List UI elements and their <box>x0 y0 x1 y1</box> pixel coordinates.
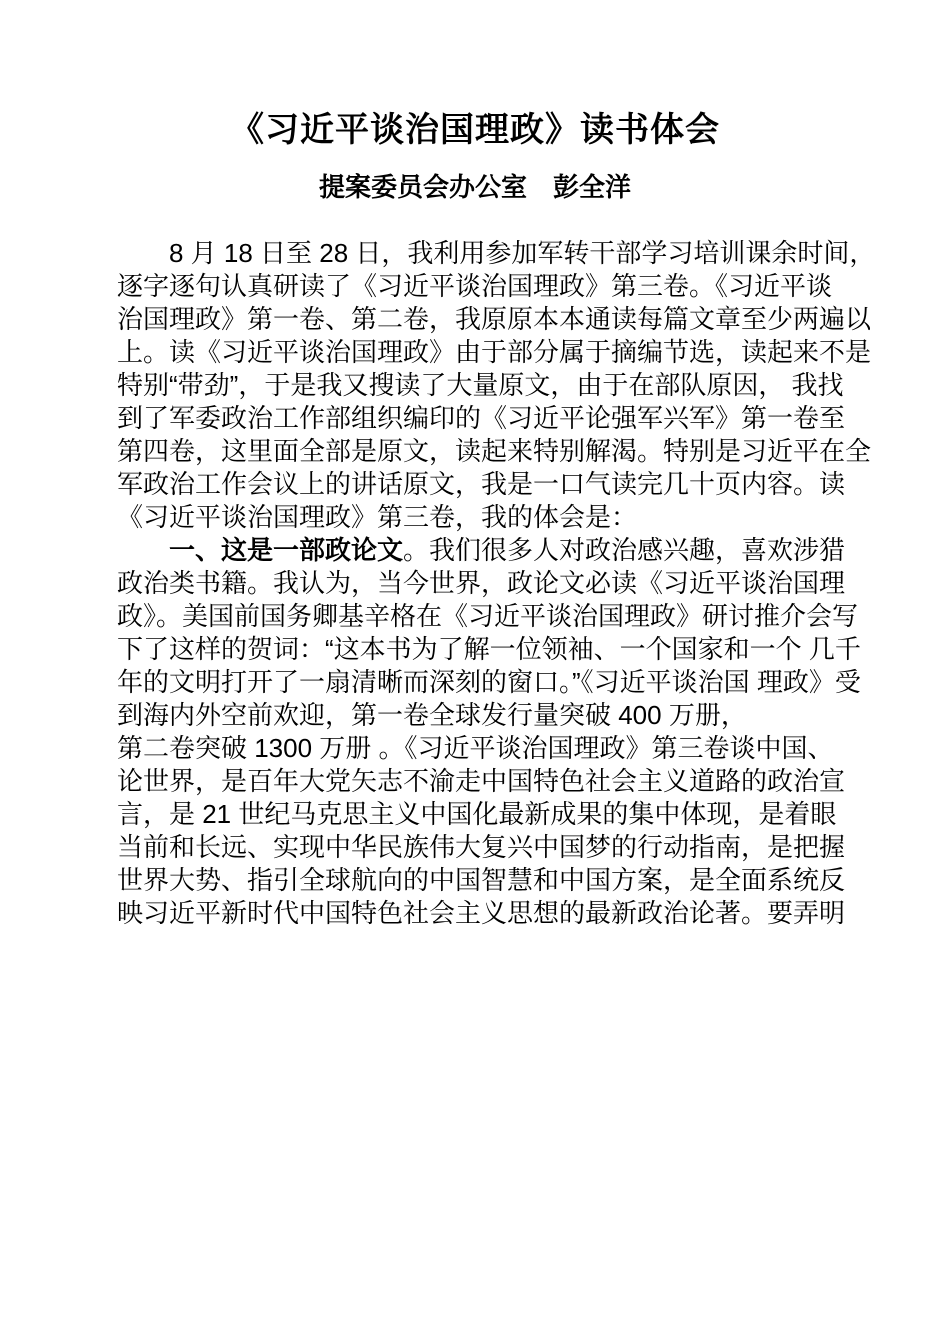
line-text: 特别“带劲”，于是我又搜读了大量原文，由于在部队原因， 我找 <box>117 370 844 400</box>
line-text: 论世界，是百年大党矢志不渝走中国特色社会主义道路的政治宣 <box>117 766 846 796</box>
line-text: 到了军委政治工作部组织编印的《习近平论强军兴军》第一卷至 <box>117 403 846 433</box>
line-text: 当前和长远、实现中华民族伟大复兴中国梦的行动指南，是把握 <box>117 832 846 862</box>
body-line <box>117 732 922 765</box>
body-line <box>117 369 922 402</box>
body-line <box>117 699 922 732</box>
line-text: 下了这样的贺词：“这本书为了解一位领袖、一个国家和一个 几千 <box>117 634 861 664</box>
body-line <box>117 765 922 798</box>
body-line <box>117 666 922 699</box>
body-line <box>117 270 922 303</box>
line-text: 言，是 21 世纪马克思主义中国化最新成果的集中体现，是着眼 <box>117 799 837 829</box>
body-line <box>117 435 922 468</box>
line-text: 军政治工作会议上的讲话原文，我是一口气读完几十页内容。读 <box>117 469 846 499</box>
body-line <box>117 831 922 864</box>
line-text: 第四卷，这里面全部是原文，读起来特别解渴。特别是习近平在全 <box>117 436 872 466</box>
body-line <box>117 600 922 633</box>
body-line <box>117 402 922 435</box>
line-text: 到海内外空前欢迎，第一卷全球发行量突破 400 万册， <box>117 700 747 730</box>
line-text: 世界大势、指引全球航向的中国智慧和中国方案，是全面系统反 <box>117 865 846 895</box>
line-text: 上。读《习近平谈治国理政》由于部分属于摘编节选，读起来不是 <box>117 337 872 367</box>
body-line <box>117 336 922 369</box>
document-author-line: 提案委员会办公室 彭全洋 <box>318 172 631 202</box>
body-line <box>117 501 922 534</box>
line-text: 政治类书籍。我认为，当今世界，政论文必读《习近平谈治国理 <box>117 568 846 598</box>
body-line <box>117 864 922 897</box>
body-line <box>117 303 922 336</box>
document-body <box>117 237 922 930</box>
line-text: 政》。美国前国务卿基辛格在《习近平谈治国理政》研讨推介会写 <box>117 601 859 631</box>
body-line <box>117 237 922 270</box>
document-title: 《习近平谈治国理政》读书体会 <box>230 111 720 149</box>
section-heading-bold: 一、这是一部政论文 <box>169 535 404 565</box>
line-text: 。我们很多人对政治感兴趣，喜欢涉猎 <box>403 535 846 565</box>
line-text: 第二卷突破 1300 万册 。《习近平谈治国理政》第三卷谈中国、 <box>117 733 834 763</box>
line-text: 映习近平新时代中国特色社会主义思想的最新政治论著。要弄明 <box>117 898 846 928</box>
body-line <box>117 798 922 831</box>
body-line <box>117 534 922 567</box>
line-text: 《习近平谈治国理政》第三卷，我的体会是： <box>117 502 638 532</box>
body-line <box>117 567 922 600</box>
line-text: 年的文明打开了一扇清晰而深刻的窗口。”《习近平谈治国 理政》受 <box>117 667 861 697</box>
line-text: 逐字逐句认真研读了《习近平谈治国理政》第三卷。《习近平谈 <box>117 271 833 301</box>
line-text: 治国理政》第一卷、第二卷，我原原本本通读每篇文章至少两遍以 <box>117 304 872 334</box>
body-line <box>117 633 922 666</box>
body-line <box>117 468 922 501</box>
body-line <box>117 897 922 930</box>
line-text: 8 月 18 日至 28 日，我利用参加军转干部学习培训课余时间， <box>169 238 876 268</box>
